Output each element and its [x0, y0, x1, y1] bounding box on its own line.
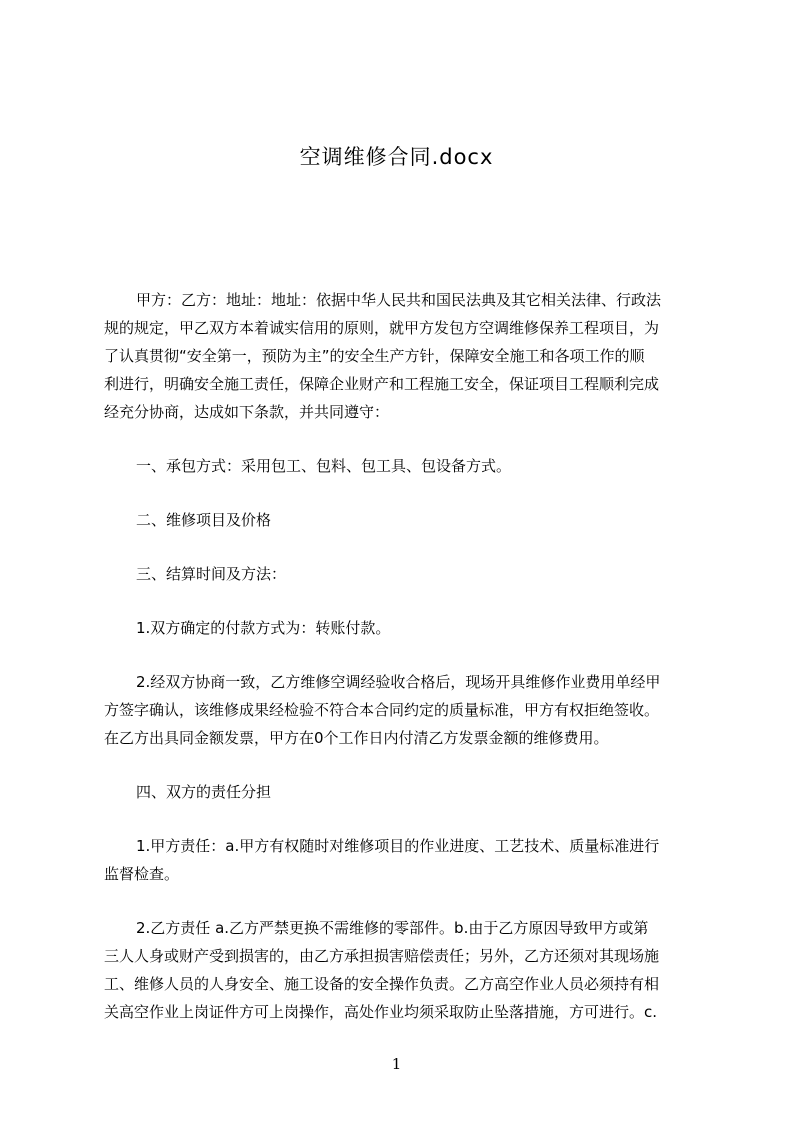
acceptance-line-2: 方签字确认，该维修成果经检验不符合本合同约定的质量标准，甲方有权拒绝签收。: [104, 701, 660, 719]
settlement-heading: 三、结算时间及方法：: [136, 565, 287, 583]
party-b-line-4: 关高空作业上岗证件方可上岗操作，高处作业均须采取防止坠落措施，方可进行。c.: [104, 1003, 658, 1021]
party-a-line-1: 1.甲方责任：a.甲方有权随时对维修项目的作业进度、工艺技术、质量标准进行: [136, 837, 660, 855]
intro-line-3: 了认真贯彻“安全第一，预防为主”的安全生产方针，保障安全施工和各项工作的顺: [104, 347, 645, 365]
repair-items-heading: 二、维修项目及价格: [136, 511, 272, 529]
intro-line-1: 甲方：乙方：地址：地址：依据中华人民共和国民法典及其它相关法律、行政法: [136, 291, 662, 309]
party-a-paragraph: [104, 832, 704, 888]
contracting-mode-paragraph: 一、承包方式：采用包工、包料、包工具、包设备方式。: [136, 457, 512, 475]
acceptance-paragraph: [104, 668, 704, 752]
intro-paragraph: [104, 286, 704, 426]
acceptance-line-3: 在乙方出具同金额发票，甲方在0个工作日内付清乙方发票金额的维修费用。: [104, 729, 609, 747]
intro-line-5: 经充分协商，达成如下条款，并共同遵守：: [104, 403, 390, 421]
party-a-line-2: 监督检查。: [104, 865, 180, 883]
intro-line-4: 利进行，明确安全施工责任，保障企业财产和工程施工安全，保证项目工程顺利完成: [104, 375, 660, 393]
intro-line-2: 规的规定，甲乙双方本着诚实信用的原则，就甲方发包方空调维修保养工程项目，为: [104, 319, 660, 337]
payment-method-paragraph: 1.双方确定的付款方式为：转账付款。: [136, 619, 391, 637]
document-body: [104, 286, 704, 1052]
document-title: 空调维修合同.docx: [299, 145, 494, 169]
party-b-line-3: 工、维修人员的人身安全、施工设备的安全操作负责。乙方高空作业人员必须持有相: [104, 975, 660, 993]
party-b-paragraph: [104, 914, 704, 1026]
responsibility-heading: 四、双方的责任分担: [136, 783, 272, 801]
party-b-line-1: 2.乙方责任 a.乙方严禁更换不需维修的零部件。b.由于乙方原因导致甲方或第: [136, 919, 649, 937]
party-b-line-2: 三人人身或财产受到损害的，由乙方承担损害赔偿责任；另外，乙方还须对其现场施: [104, 947, 660, 965]
page-number: 1: [391, 1055, 402, 1073]
acceptance-line-1: 2.经双方协商一致，乙方维修空调经验收合格后，现场开具维修作业费用单经甲: [136, 673, 661, 691]
